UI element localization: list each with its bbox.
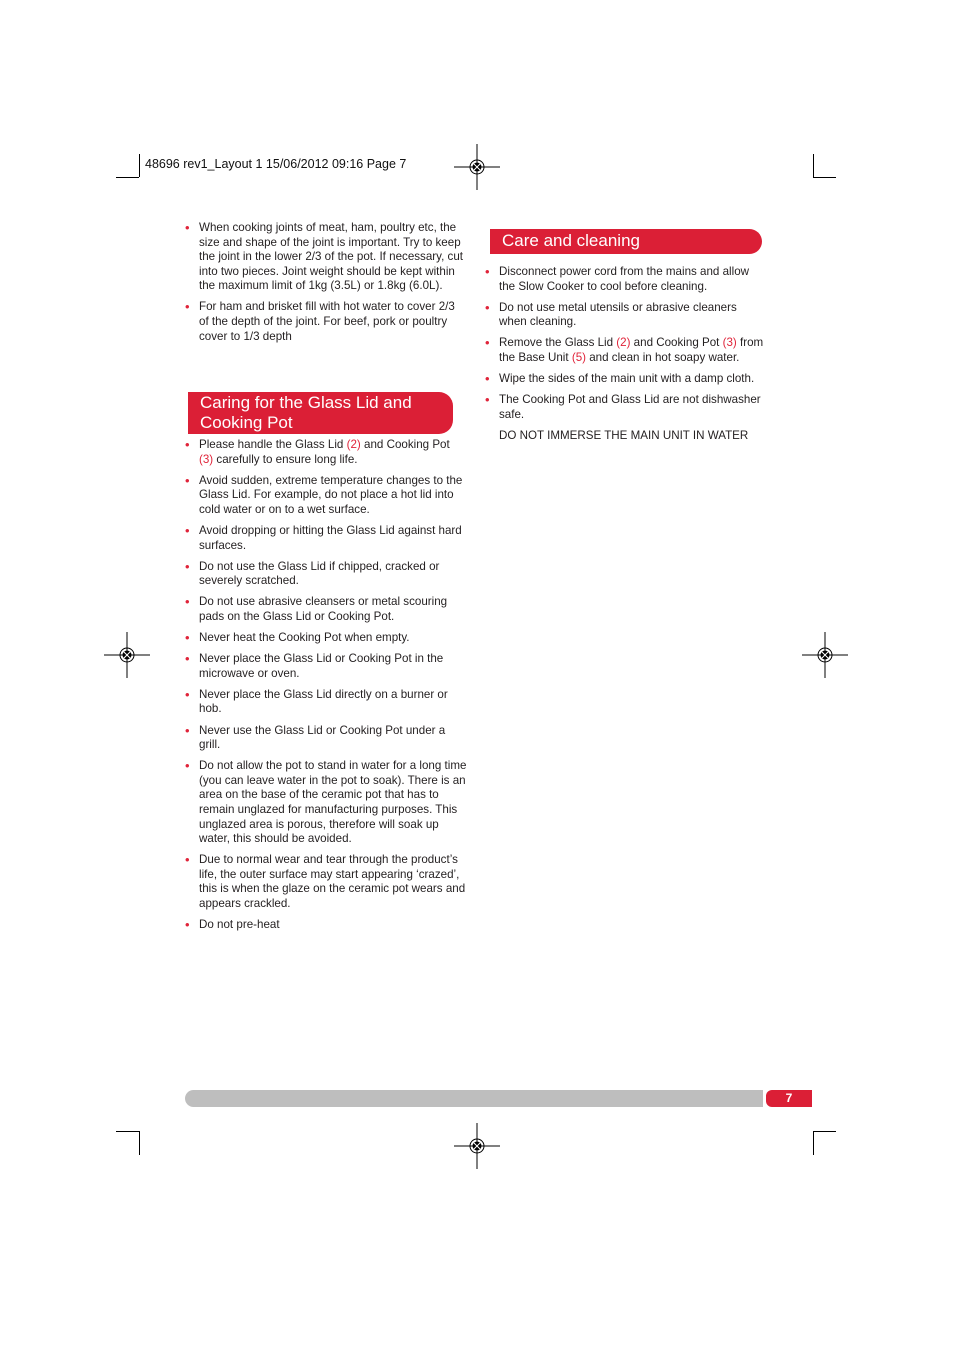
print-slug: 48696 rev1_Layout 1 15/06/2012 09:16 Page 7 bbox=[145, 157, 407, 171]
list-item bbox=[185, 560, 467, 589]
list-item bbox=[185, 759, 467, 847]
list-item bbox=[485, 265, 765, 294]
list-item bbox=[485, 301, 765, 330]
registration-mark-icon bbox=[104, 632, 150, 678]
bullet-text: and clean in hot soapy water. bbox=[586, 350, 740, 364]
care-section bbox=[485, 265, 765, 443]
list-item bbox=[185, 524, 467, 553]
crop-mark bbox=[116, 177, 139, 178]
list-item bbox=[185, 221, 467, 294]
crop-mark bbox=[813, 177, 836, 178]
footer-bar bbox=[185, 1090, 763, 1107]
part-reference: (2) bbox=[346, 438, 361, 451]
bullet-text: Due to normal wear and tear through the product’s life, the outer surface may start appearing ‘crazed’, this is when the glaze on the ceramic pot wears and appears crackled. bbox=[199, 853, 466, 911]
intro-bullet-list bbox=[185, 221, 467, 344]
bullet-text: Do not use the Glass Lid if chipped, cracked or severely scratched. bbox=[199, 559, 440, 588]
crop-mark bbox=[813, 1131, 836, 1132]
bullet-text: Never place the Glass Lid or Cooking Pot in the microwave or oven. bbox=[199, 652, 444, 680]
crop-mark bbox=[116, 1131, 139, 1132]
list-item bbox=[185, 474, 467, 518]
part-reference: (5) bbox=[571, 350, 586, 364]
caring-heading: Caring for the Glass Lid and Cooking Pot bbox=[188, 392, 453, 434]
list-item bbox=[185, 853, 467, 911]
intro-section bbox=[185, 221, 467, 351]
list-item bbox=[185, 688, 467, 717]
list-item bbox=[185, 300, 467, 344]
bullet-text: carefully to ensure long life. bbox=[213, 452, 358, 466]
registration-mark-icon bbox=[802, 632, 848, 678]
list-item bbox=[485, 336, 765, 365]
bullet-text: Remove the Glass Lid bbox=[499, 336, 617, 350]
registration-mark-icon bbox=[454, 1123, 500, 1169]
crop-mark bbox=[813, 1131, 814, 1155]
bullet-text: Never place the Glass Lid directly on a burner or hob. bbox=[199, 687, 448, 716]
list-item bbox=[185, 652, 467, 681]
bullet-text: Do not use abrasive cleansers or metal scouring pads on the Glass Lid or Cooking Pot. bbox=[199, 595, 448, 623]
list-item bbox=[485, 372, 765, 387]
crop-mark bbox=[813, 154, 814, 177]
bullet-text: and Cooking Pot bbox=[630, 336, 723, 350]
bullet-text: Please handle the Glass Lid bbox=[199, 438, 347, 451]
bullet-text: Do not pre-heat bbox=[199, 918, 280, 932]
bullet-text: When cooking joints of meat, ham, poultry etc, the size and shape of the joint is important. Try to keep the joint in the lower 2/3 of the pot. If necessary, cut into two pieces. Joint weight should be kept within the maximum limit of 1kg (3.5L) or 1.8kg (6.0L). bbox=[199, 221, 464, 293]
registration-mark-icon bbox=[454, 144, 500, 190]
list-item bbox=[185, 724, 467, 753]
immersion-warning: DO NOT IMMERSE THE MAIN UNIT IN WATER bbox=[499, 428, 749, 442]
caring-section bbox=[185, 438, 467, 939]
list-item bbox=[485, 393, 765, 422]
bullet-text: from the Base Unit bbox=[499, 336, 764, 364]
crop-mark bbox=[139, 1131, 140, 1155]
care-heading: Care and cleaning bbox=[490, 229, 762, 254]
bullet-text: Do not allow the pot to stand in water for a long time (you can leave water in the pot to soak). There is an area on the base of the ceramic pot that has to remain unglazed for manufacturing purposes. This unglazed area is porous, therefore will soak up water, this should be avoided. bbox=[199, 759, 467, 846]
list-item bbox=[185, 918, 467, 933]
bullet-text: For ham and brisket fill with hot water to cover 2/3 of the depth of the joint. For beef, pork or poultry cover to 1/3 depth bbox=[199, 300, 455, 343]
bullet-text: Never heat the Cooking Pot when empty. bbox=[199, 631, 410, 645]
bullet-text: Disconnect power cord from the mains and allow the Slow Cooker to cool before cleaning. bbox=[499, 265, 750, 293]
list-item bbox=[185, 438, 467, 467]
bullet-text: Do not use metal utensils or abrasive cleaners when cleaning. bbox=[499, 300, 737, 329]
bullet-text: and Cooking Pot bbox=[360, 438, 450, 451]
part-reference: (2) bbox=[616, 336, 631, 350]
caring-bullet-list bbox=[185, 438, 467, 933]
page-number: 7 bbox=[766, 1090, 812, 1107]
bullet-text: The Cooking Pot and Glass Lid are not dishwasher safe. bbox=[499, 393, 761, 421]
list-item bbox=[185, 631, 467, 646]
care-bullet-list bbox=[485, 265, 765, 422]
part-reference: (3) bbox=[722, 336, 737, 350]
part-reference: (3) bbox=[199, 452, 214, 466]
bullet-text: Avoid dropping or hitting the Glass Lid against hard surfaces. bbox=[199, 523, 462, 552]
list-item bbox=[185, 595, 467, 624]
crop-mark bbox=[139, 154, 140, 177]
bullet-text: Avoid sudden, extreme temperature changes to the Glass Lid. For example, do not place a hot lid into cold water or on to a wet surface. bbox=[199, 473, 463, 516]
bullet-text: Never use the Glass Lid or Cooking Pot under a grill. bbox=[199, 723, 446, 752]
bullet-text: Wipe the sides of the main unit with a damp cloth. bbox=[499, 372, 755, 386]
